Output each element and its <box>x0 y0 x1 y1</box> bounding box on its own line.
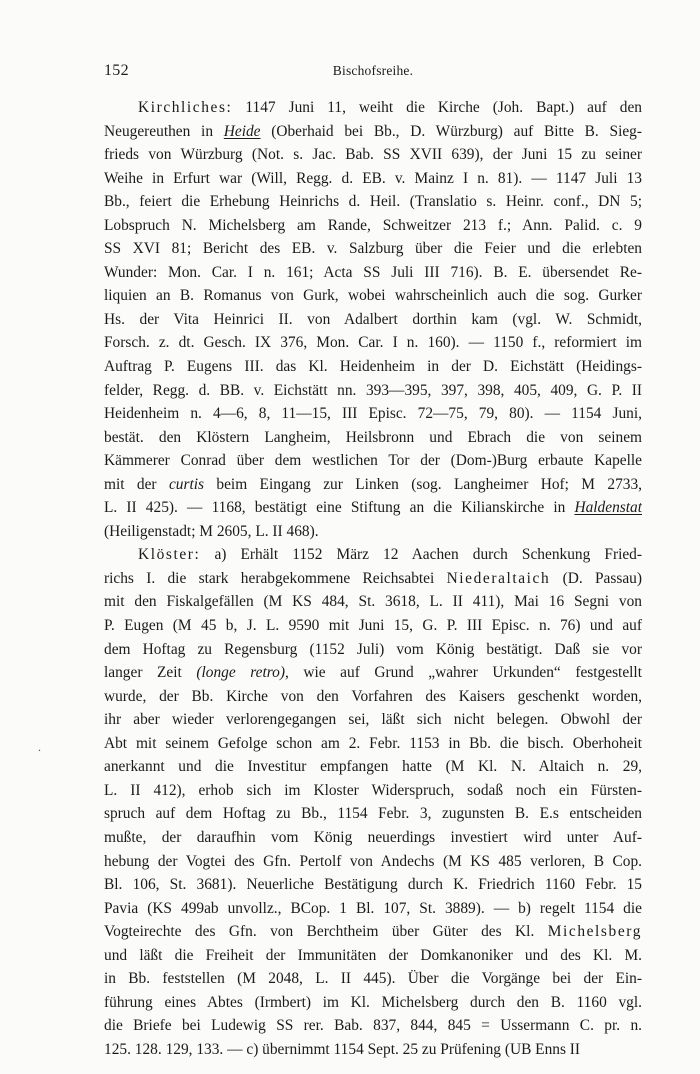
emphasized-text: (longe retro) <box>196 664 285 682</box>
text-segment: (Oberhaid bei Bb., D. Würzburg) auf Bitte B. Sieg- <box>260 122 642 140</box>
text-segment: spruch auf dem Hoftag zu Bb., 1154 Febr. 3, zugunsten B. E.s entscheiden <box>104 805 642 823</box>
running-head: Bischofsreihe. <box>332 63 414 78</box>
text-line <box>104 638 642 662</box>
text-line <box>104 897 642 921</box>
text-line <box>104 379 642 403</box>
text-line <box>104 567 642 591</box>
text-line <box>104 920 642 944</box>
text-line <box>104 967 642 991</box>
text-segment: richs I. die stark herabgekommene Reichsabtei <box>104 569 447 587</box>
text-segment: Weihe in Erfurt war (Will, Regg. d. EB. v. Mainz I n. 81). — 1147 Juli 13 <box>104 169 642 187</box>
emphasized-text: Kirchliches: <box>138 99 233 116</box>
text-line <box>104 96 642 120</box>
text-segment: frieds von Würzburg (Not. s. Jac. Bab. SS XVII 639), der Juni 15 zu seiner <box>104 146 642 164</box>
text-segment: beim Eingang zur Linken (sog. Langheimer Hof; M 2733, <box>204 475 642 493</box>
text-line <box>104 755 642 779</box>
text-line <box>104 708 642 732</box>
text-segment: anerkannt und die Investitur empfangen hatte (M Kl. N. Altaich n. 29, <box>104 758 642 776</box>
text-segment: felder, Regg. d. BB. v. Eichstätt nn. 393—395, 397, 398, 405, 409, G. P. II <box>104 381 642 399</box>
text-segment: die Briefe bei Ludewig SS rer. Bab. 837, 844, 845 = Ussermann C. pr. n. <box>104 1017 642 1035</box>
text-line <box>104 214 642 238</box>
text-line <box>104 543 642 567</box>
text-line <box>104 331 642 355</box>
text-segment: dem Hoftag zu Regensburg (1152 Juli) vom König bestätigt. Daß sie vor <box>104 640 642 658</box>
text-line <box>104 520 642 544</box>
text-segment: mit der <box>104 475 169 493</box>
text-segment: L. II 425). — 1168, bestätigt eine Stiftung an die Kilianskirche in <box>104 499 575 517</box>
text-segment: P. Eugen (M 45 b, J. L. 9590 mit Juni 15, G. P. III Episc. n. 76) und auf <box>104 617 642 635</box>
text-line <box>104 826 642 850</box>
text-segment: langer Zeit <box>104 664 197 682</box>
text-segment: führung eines Abtes (Irmbert) im Kl. Michelsberg durch den B. 1160 vgl. <box>104 993 642 1011</box>
emphasized-text: Klöster: <box>138 546 201 564</box>
text-segment: Kämmerer Conrad über dem westlichen Tor der (Dom-)Burg erbaute Kapelle <box>104 452 642 470</box>
text-segment: wurde, der Bb. Kirche von den Vorfahren des Kaisers geschenkt worden, <box>104 687 642 705</box>
text-segment: Hs. der Vita Heinrici II. von Adalbert dorthin kam (vgl. W. Schmidt, <box>104 310 642 328</box>
text-segment: Heidenheim n. 4—6, 8, 11—15, III Episc. 72—75, 79, 80). — 1154 Juni, <box>104 405 642 423</box>
text-segment: Auftrag P. Eugens III. das Kl. Heidenheim in der D. Eichstätt (Heidings- <box>104 358 642 376</box>
text-segment: und läßt die Freiheit der Immunitäten der Domkanoniker und des Kl. M. <box>104 946 642 964</box>
text-line <box>104 661 642 685</box>
text-segment: , wie auf Grund „wahrer Urkunden“ festgestellt <box>285 664 642 682</box>
text-line <box>104 449 642 473</box>
page-header <box>104 62 642 86</box>
margin-mark: . <box>38 740 41 754</box>
text-segment: hebung der Vogtei des Gfn. Pertolf von Andechs (M KS 485 verloren, B Cop. <box>104 852 642 870</box>
text-segment: mußte, der daraufhin vom König neuerdings investiert wird unter Auf- <box>104 828 642 846</box>
text-line <box>104 1038 642 1062</box>
text-line <box>104 167 642 191</box>
text-segment: Pavia (KS 499ab unvollz., BCop. 1 Bl. 107, St. 3889). — b) regelt 1154 die <box>104 899 642 917</box>
text-line <box>104 779 642 803</box>
text-line <box>104 426 642 450</box>
text-segment: ihr aber wieder verlorengegangen sei, läßt sich nicht belegen. Obwohl der <box>104 711 642 729</box>
text-line <box>104 402 642 426</box>
text-segment: SS XVI 81; Bericht des EB. v. Salzburg über die Feier und die erlebten <box>104 240 642 258</box>
page-number: 152 <box>104 62 129 79</box>
text-segment: a) Erhält 1152 März 12 Aachen durch Schenkung Fried- <box>200 546 642 564</box>
text-segment: in Bb. feststellen (M 2048, L. II 445). Über die Vorgänge bei der Ein- <box>104 970 642 988</box>
text-line <box>104 944 642 968</box>
text-segment: L. II 412), erhob sich im Kloster Widerspruch, sodaß noch ein Fürsten- <box>104 781 642 799</box>
text-line <box>104 873 642 897</box>
text-segment: Abt mit seinem Gefolge schon am 2. Febr. 1153 in Bb. die bisch. Oberhoheit <box>104 734 642 752</box>
text-segment: 125. 128. 129, 133. — c) übernimmt 1154 Sept. 25 zu Prüfening (UB Enns II <box>104 1040 581 1058</box>
text-line <box>104 590 642 614</box>
text-segment: liquien an B. Romanus von Gurk, wobei wahrscheinlich auch die sog. Gurker <box>104 287 642 305</box>
text-segment: Neugereuthen in <box>104 122 224 140</box>
text-segment: Vogteirechte des Gfn. von Berchtheim über Güter des Kl. <box>104 923 548 941</box>
text-segment: (D. Passau) <box>550 569 642 587</box>
text-line <box>104 120 642 144</box>
text-line <box>104 308 642 332</box>
emphasized-text: Heide <box>223 122 261 140</box>
text-line <box>104 685 642 709</box>
text-line <box>104 473 642 497</box>
text-line <box>104 190 642 214</box>
text-line <box>104 732 642 756</box>
text-line <box>104 355 642 379</box>
text-line <box>104 143 642 167</box>
text-segment: 1147 Juni 11, weiht die Kirche (Joh. Bapt.) auf den <box>232 99 642 116</box>
text-line <box>104 237 642 261</box>
emphasized-text: Haldenstat <box>574 499 642 517</box>
text-segment: mit den Fiskalgefällen (M KS 484, St. 3618, L. II 411), Mai 16 Segni von <box>104 593 642 611</box>
text-segment: Forsch. z. dt. Gesch. IX 376, Mon. Car. I n. 160). — 1150 f., reformiert im <box>104 334 642 352</box>
text-line <box>104 850 642 874</box>
text-line <box>104 1014 642 1038</box>
text-segment: Wunder: Mon. Car. I n. 161; Acta SS Juli III 716). B. E. übersendet Re- <box>104 263 642 281</box>
text-segment: bestät. den Klöstern Langheim, Heilsbronn und Ebrach die von seinem <box>104 428 642 446</box>
emphasized-text: curtis <box>168 475 205 493</box>
text-line <box>104 991 642 1015</box>
emphasized-text: Niederaltaich <box>446 569 551 587</box>
text-line <box>104 284 642 308</box>
emphasized-text: Michelsberg <box>547 923 642 941</box>
text-segment: Bb., feiert die Erhebung Heinrichs d. Heil. (Translatio s. Heinr. conf., DN 5; <box>104 193 642 211</box>
text-line <box>104 614 642 638</box>
text-segment: Bl. 106, St. 3681). Neuerliche Bestätigung durch K. Friedrich 1160 Febr. 15 <box>104 876 642 894</box>
text-line <box>104 496 642 520</box>
text-segment: (Heiligenstadt; M 2605, L. II 468). <box>104 522 319 540</box>
text-segment: Lobspruch N. Michelsberg am Rande, Schweitzer 213 f.; Ann. Palid. c. 9 <box>104 216 642 234</box>
body-text <box>104 96 642 1061</box>
text-line <box>104 261 642 285</box>
text-line <box>104 802 642 826</box>
